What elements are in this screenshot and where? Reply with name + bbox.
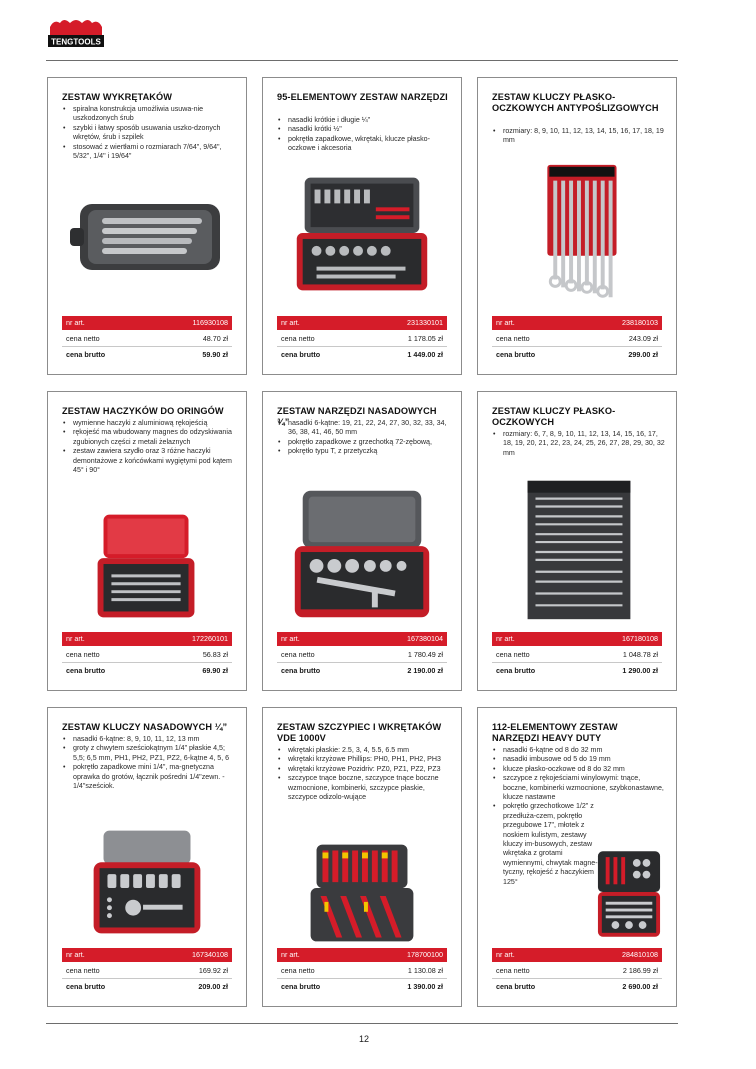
item-number-bar: nr art. 178700100 [277,948,447,962]
net-price: 1 780.49 zł [407,650,443,659]
item-number-bar: nr art. 167380104 [277,632,447,646]
item-number: 238180103 [622,318,658,327]
gross-price-row: cena brutto 1 449.00 zł [277,347,447,362]
vde-tool-case-image [277,842,447,944]
wrench-roll-image [492,476,662,624]
gross-price-row: cena brutto 209.00 zł [62,979,232,994]
gross-price-row: cena brutto 1 290.00 zł [492,663,662,678]
gross-price: 209.00 zł [198,982,228,991]
gross-price: 2 190.00 zł [407,666,443,675]
feature-list [492,127,666,146]
quarter-inch-socket-case-image [62,828,232,938]
feature-item: • rękojeść ma wbudowany magnes do odzyskiwania zgubionych części z metali żelaznych [62,428,236,447]
item-number-bar: nr art. 172260101 [62,632,232,646]
net-price: 1 178.05 zł [407,334,443,343]
product-title: ZESTAW SZCZYPIEC I WKRĘTAKÓW VDE 1000V [277,722,442,743]
product-card [47,77,247,375]
feature-item: • szczypce z rękojeściami winylowymi: tnące, boczne, kombinerki wzmocnione, szybkonastawne, klucze nastawne [492,774,666,802]
heavy-duty-case-image [596,846,662,942]
feature-item: • szybki i łatwy sposób usuwania uszko-dzonych wkrętów, śrub i szpilek [62,124,236,143]
item-number-bar: nr art. 116930108 [62,316,232,330]
feature-item: • groty z chwytem sześciokątnym 1/4" płaskie 4,5; 5,5; 6,5 mm, PH1, PH2, PZ1, PZ2, 6-kątne 4, 5, 6 [62,744,236,763]
product-title: ZESTAW HACZYKÓW DO ORINGÓW [62,406,224,416]
item-number: 167380104 [407,634,443,643]
item-number: 178700100 [407,950,443,959]
net-price: 169.92 zł [198,966,228,975]
feature-item: • rozmiary: 8, 9, 10, 11, 12, 13, 14, 15, 16, 17, 18, 19 mm [492,127,666,146]
net-price-row: cena netto 243.09 zł [492,331,662,347]
feature-list [62,735,236,791]
item-number: 116930108 [192,318,228,327]
product-card [477,391,677,691]
product-card [262,391,462,691]
product-title: ZESTAW KLUCZY NASADOWYCH ¼” [62,722,228,732]
net-price-row: cena netto 1 048.78 zł [492,647,662,663]
item-number-bar: nr art. 167180108 [492,632,662,646]
feature-item: • wkrętaki płaskie: 2.5, 3, 4, 5.5, 6.5 mm [277,746,451,755]
item-number-bar: nr art. 238180103 [492,316,662,330]
feature-item: • pokrętła zapadkowe, wkrętaki, klucze płasko-oczkowe i akcesoria [277,135,451,154]
net-price-row: cena netto 1 780.49 zł [277,647,447,663]
product-title: 95-ELEMENTOWY ZESTAW NARZĘDZI [277,92,448,102]
gross-price: 59.90 zł [202,350,228,359]
feature-item: • wkrętaki krzyżowe Pozidriv: PZ0, PZ1, PZ2, PZ3 [277,765,451,774]
tool-case-image [277,173,447,298]
feature-item: • stosować z wiertłami o rozmiarach 7/64", 9/64", 5/32", 1/4" i 19/64" [62,143,236,162]
gross-price: 2 690.00 zł [622,982,658,991]
feature-list [62,419,236,475]
feature-item: • spiralna konstrukcja umożliwia usuwa-nie uszkodzonych śrub [62,105,236,124]
gross-price-row: cena brutto 1 390.00 zł [277,979,447,994]
item-number: 284810108 [622,950,658,959]
gross-price: 299.00 zł [628,350,658,359]
gross-price: 1 449.00 zł [407,350,443,359]
net-price: 243.09 zł [628,334,658,343]
gross-price-row: cena brutto 2 190.00 zł [277,663,447,678]
gross-price-row: cena brutto 2 690.00 zł [492,979,662,994]
feature-item: • nasadki krótkie i długie ¼" [277,116,451,125]
feature-item: • pokrętło grzechotkowe 1/2" z przedłuża-czem, pokrętło przegubowe 17", młotek z noskiem kulistym, zestawy kluczy im-busowych, zestaw wkrętaka z grotami wymiennymi, chwytak magne-tyczny, rękojeść z haczykiem 125° [492,802,598,887]
product-card [262,77,462,375]
wrench-rack-image [492,160,662,308]
feature-item: • nasadki 6-kątne od 8 do 32 mm [492,746,666,755]
page-number: 12 [358,1034,369,1044]
product-card [477,77,677,375]
net-price-row: cena netto 169.92 zł [62,963,232,979]
product-title: ZESTAW KLUCZY PŁASKO-OCZKOWYCH ANTYPOŚLIZGOWYCH [492,92,659,113]
product-title: ZESTAW WYKRĘTAKÓW [62,92,173,102]
item-number: 167180108 [622,634,658,643]
feature-item: • nasadki krótki ½" [277,125,451,134]
socket-case-image [277,488,447,622]
feature-item: • wkrętaki krzyżowe Phillips: PH0, PH1, PH2, PH3 [277,755,451,764]
feature-item: • nasadki imbusowe od 5 do 19 mm [492,755,666,764]
net-price-row: cena netto 48.70 zł [62,331,232,347]
product-title: ZESTAW KLUCZY PŁASKO-OCZKOWYCH [492,406,616,427]
product-card [262,707,462,1007]
product-title: ZESTAW NARZĘDZI NASADOWYCH ¾” [277,406,437,427]
feature-item: • pokrętło zapadkowe z grzechotką 72-zębową, [277,438,451,447]
gross-price-row: cena brutto 59.90 zł [62,347,232,362]
net-price: 56.83 zł [202,650,228,659]
feature-item: • nasadki 6-kątne: 8, 9, 10, 11, 12, 13 mm [62,735,236,744]
product-card [47,707,247,1007]
net-price: 1 130.08 zł [407,966,443,975]
product-card [477,707,677,1007]
feature-item: • wymienne haczyki z aluminiową rękojeścią [62,419,236,428]
net-price-row: cena netto 1 130.08 zł [277,963,447,979]
feature-list [277,116,451,154]
net-price: 2 186.99 zł [622,966,658,975]
feature-item: • pokrętło zapadkowe mini 1/4", ma-gnetyczna oprawka do grotów, łącznik pośredni 1/4"zewn. - 1/4"sześciok. [62,763,236,791]
feature-item: • rozmiary: 6, 7, 8, 9, 10, 11, 12, 13, 14, 15, 16, 17, 18, 19, 20, 21, 22, 23, 24, 25, 26, 27, 28, 29, 30, 32 mm [492,430,666,458]
footer-rule [46,1023,678,1024]
pick-set-image [62,510,232,622]
net-price-row: cena netto 2 186.99 zł [492,963,662,979]
feature-item: • klucze płasko-oczkowe od 8 do 32 mm [492,765,666,774]
item-number-bar: nr art. 167340108 [62,948,232,962]
feature-item: • zestaw zawiera szydło oraz 3 różne haczyki demontażowe z końcówkami wygiętymi pod kątem 45° i 90° [62,447,236,475]
feature-list [277,746,451,802]
feature-item: • nasadki 6-kątne: 19, 21, 22, 24, 27, 30, 32, 33, 34, 36, 38, 41, 46, 50 mm [277,419,451,438]
item-number-bar: nr art. 231330101 [277,316,447,330]
feature-item: • pokrętło typu T, z przetyczką [277,447,451,456]
svg-text:TENGTOOLS: TENGTOOLS [51,37,101,47]
net-price-row: cena netto 1 178.05 zł [277,331,447,347]
feature-list [62,105,236,161]
product-card [47,391,247,691]
net-price: 1 048.78 zł [622,650,658,659]
feature-list [492,430,666,458]
gross-price: 69.90 zł [202,666,228,675]
item-number: 172260101 [192,634,228,643]
gross-price-row: cena brutto 299.00 zł [492,347,662,362]
gross-price-row: cena brutto 69.90 zł [62,663,232,678]
extractor-set-image [62,190,232,278]
feature-list [277,419,451,457]
item-number-bar: nr art. 284810108 [492,948,662,962]
product-title: 112-ELEMENTOWY ZESTAW NARZĘDZI HEAVY DUTY [492,722,618,743]
gross-price: 1 290.00 zł [622,666,658,675]
feature-item: • szczypce tnące boczne, szczypce tnące boczne wzmocnione, kombinerki, szczypce płaskie, szczypce odizolo-wujące [277,774,451,802]
item-number: 231330101 [407,318,443,327]
gross-price: 1 390.00 zł [407,982,443,991]
net-price-row: cena netto 56.83 zł [62,647,232,663]
net-price: 48.70 zł [202,334,228,343]
header-rule [46,60,678,61]
teng-tools-logo [46,15,106,49]
item-number: 167340108 [192,950,228,959]
